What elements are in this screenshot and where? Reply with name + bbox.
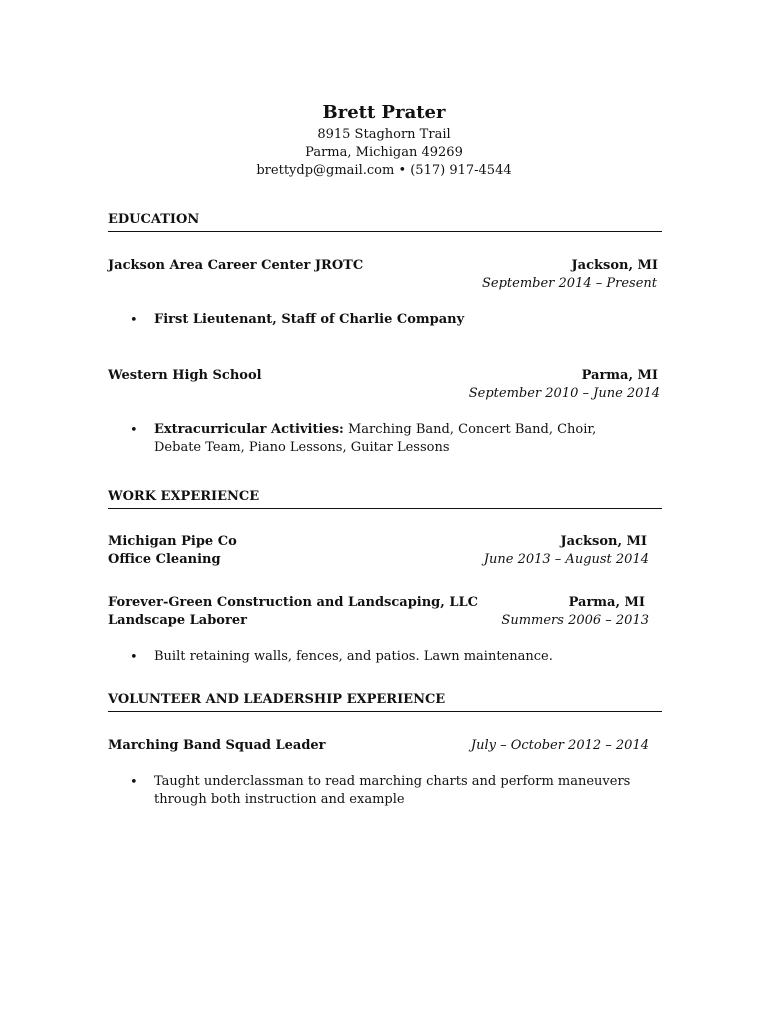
volunteer-dates: July – October 2012 – 2014: [470, 738, 649, 753]
address-line-1: 8915 Staghorn Trail: [317, 127, 451, 142]
education-bullet-lead: First Lieutenant, Staff of Charlie Company: [154, 312, 465, 327]
work-dates: June 2013 – August 2014: [483, 552, 649, 567]
work-divider: [108, 508, 662, 509]
work-org: Forever-Green Construction and Landscaping, LLC: [108, 595, 478, 610]
education-org: Western High School: [108, 368, 262, 383]
education-dates: September 2014 – Present: [482, 276, 657, 291]
bullet-marker: •: [130, 313, 138, 328]
contact-line: brettydp@gmail.com • (517) 917-4544: [256, 163, 512, 178]
bullet-marker: •: [130, 775, 138, 790]
work-role: Landscape Laborer: [108, 613, 247, 628]
resume-name: Brett Prater: [322, 102, 446, 123]
address-line-2: Parma, Michigan 49269: [305, 145, 463, 160]
volunteer-heading: VOLUNTEER AND LEADERSHIP EXPERIENCE: [108, 692, 446, 707]
education-location: Jackson, MI: [571, 258, 658, 273]
education-location: Parma, MI: [581, 368, 658, 383]
bullet-marker: •: [130, 423, 138, 438]
education-bullet-text: Marching Band, Concert Band, Choir, Debate Team, Piano Lessons, Guitar Lessons: [154, 422, 597, 455]
work-dates: Summers 2006 – 2013: [501, 613, 649, 628]
work-bullet: Built retaining walls, fences, and patios. Lawn maintenance.: [154, 649, 553, 664]
education-bullet: [154, 311, 644, 329]
volunteer-role: Marching Band Squad Leader: [108, 738, 326, 753]
education-org: Jackson Area Career Center JROTC: [108, 258, 364, 273]
work-location: Jackson, MI: [560, 534, 647, 549]
work-heading: WORK EXPERIENCE: [108, 489, 260, 504]
volunteer-divider: [108, 711, 662, 712]
education-bullet: [154, 421, 634, 457]
education-bullet-lead: Extracurricular Activities:: [154, 422, 344, 437]
work-org: Michigan Pipe Co: [108, 534, 237, 549]
education-dates: September 2010 – June 2014: [468, 386, 660, 401]
bullet-marker: •: [130, 650, 138, 665]
education-divider: [108, 231, 662, 232]
volunteer-bullet: Taught underclassman to read marching charts and perform maneuvers through both instruction and example: [154, 774, 631, 807]
work-location: Parma, MI: [568, 595, 645, 610]
education-heading: EDUCATION: [108, 212, 200, 227]
work-role: Office Cleaning: [108, 552, 221, 567]
